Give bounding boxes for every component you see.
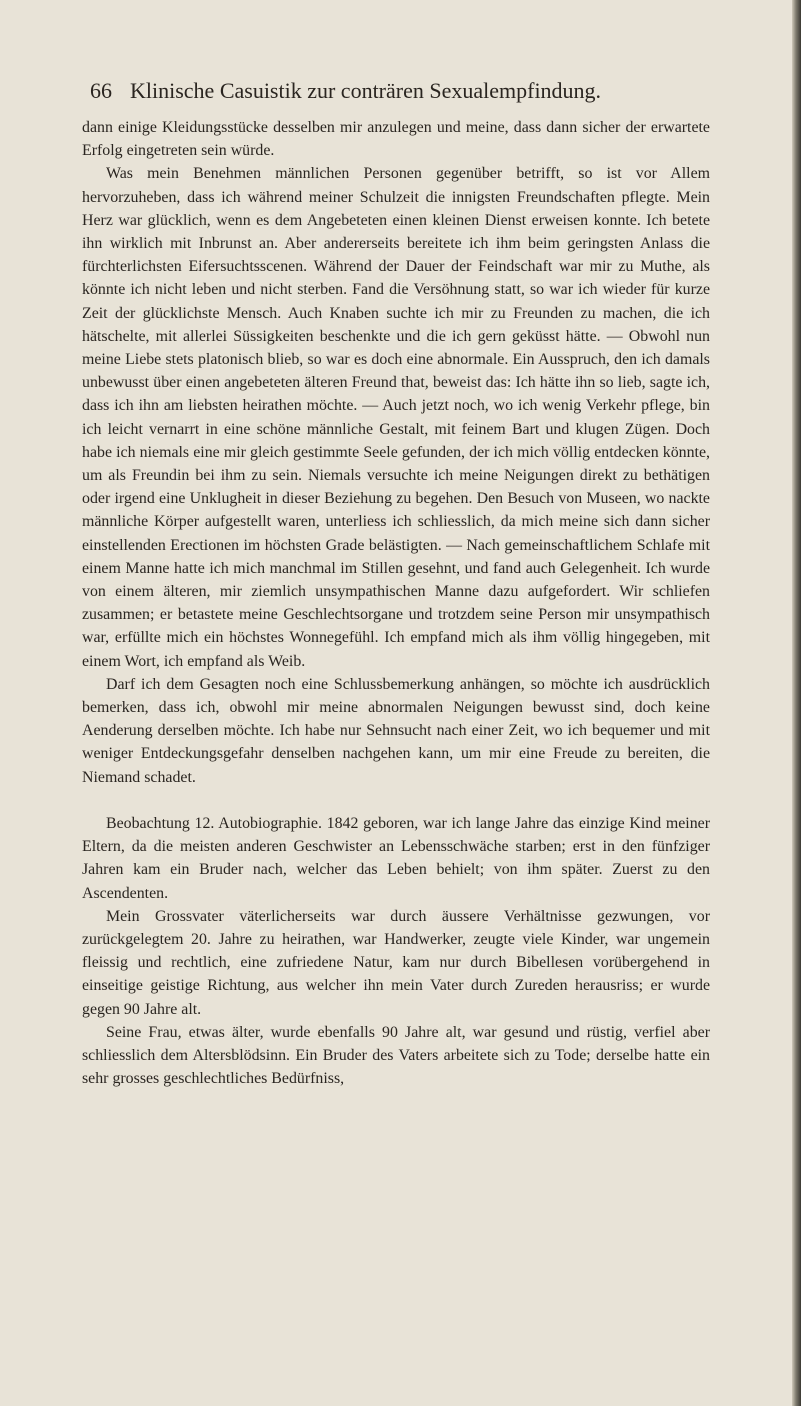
running-title: Klinische Casuistik zur conträren Sexualempfindung. — [130, 78, 602, 103]
paragraph-continuation: dann einige Kleidungsstücke desselben mir anzulegen und meine, dass dann sicher der erwartete Erfolg eingetreten sein würde. — [82, 119, 710, 160]
paragraph-grandfather: Mein Grossvater väterlicherseits war durch äussere Verhältnisse gezwungen, vor zurückgelegtem 20. Jahre zu heirathen, war Handwerker, zeugte viele Kinder, war ungemein fleissig und rechtlich, eine zufriedene Natur, kam nur durch Bibellesen vorübergehend in einseitige geistige Richtung, aus welcher ihn mein Vater durch Zureden herausriss; er wurde gegen 90 Jahre alt. — [82, 907, 710, 1018]
paragraph-observation-12: Beobachtung 12. Autobiographie. 1842 geboren, war ich lange Jahre das einzige Kind meiner Eltern, da die meisten anderen Geschwister an Lebensschwäche starben; erst in den fünfziger Jahren kam ein Bruder nach, welcher das Leben behielt; von ihm später. Zuerst zu den Ascendenten. — [82, 814, 710, 902]
page-number: 66 — [90, 78, 112, 103]
body-text — [82, 116, 710, 1090]
page-header — [90, 76, 710, 110]
paragraph-closing-remark: Darf ich dem Gesagten noch eine Schlussbemerkung anhängen, so möchte ich ausdrücklich bemerken, dass ich, obwohl mir meine abnormalen Neigungen bewusst sind, doch keine Aenderung derselben möchte. Ich habe nur Sehnsucht nach einer Zeit, wo ich bequemer und mit weniger Entdeckungsgefahr denselben nachgehen kann, um mir eine Freude zu bereiten, die Niemand schadet. — [82, 675, 710, 786]
paragraph-grandmother: Seine Frau, etwas älter, wurde ebenfalls 90 Jahre alt, war gesund und rüstig, verfiel aber schliesslich dem Altersblödsinn. Ein Bruder des Vaters arbeitete sich zu Tode; derselbe hatte ein sehr grosses geschlechtliches Bedürfniss, — [82, 1023, 710, 1088]
paragraph-male-persons: Was mein Benehmen männlichen Personen gegenüber betrifft, so ist vor Allem hervorzuheben, dass ich während meiner Schulzeit die innigsten Freundschaften pflegte. Mein Herz war glücklich, wenn es dem Angebeteten einen kleinen Dienst erweisen konnte. Ich betete ihn wirklich mit Inbrunst an. Aber andererseits bereitete ich ihm beim geringsten Anlass die fürchterlichsten Eifersuchtsscenen. Während der Dauer der Feindschaft war mir zu Muthe, als könnte ich nicht leben und nicht sterben. Fand die Versöhnung statt, so war ich wieder für kurze Zeit der glücklichste Mensch. Auch Knaben suchte ich mir zu Freunden zu machen, die ich hätschelte, mit allerlei Süssigkeiten beschenkte und die ich gern geküsst hätte. — Obwohl nun meine Liebe stets platonisch blieb, so war es doch eine abnormale. Ein Ausspruch, den ich damals unbewusst über einen angebeteten älteren Freund that, beweist das: Ich hätte ihn so lieb, sagte ich, dass ich ihn am liebsten heirathen möchte. — Auch jetzt noch, wo ich wenig Verkehr pflege, bin ich leicht vernarrt in eine schöne männliche Gestalt, mit feinem Bart und klugen Zügen. Doch habe ich niemals eine mir gleich gestimmte Seele gefunden, der ich mich völlig entdecken könnte, um als Freundin bei ihm zu sein. Niemals versuchte ich meine Neigungen direkt zu bethätigen oder irgend eine Unklugheit in dieser Beziehung zu begehen. Den Besuch von Museen, wo nackte männliche Körper aufgestellt waren, unterliess ich schliesslich, da mich meine sich dann sicher einstellenden Erectionen im höchsten Grade belästigten. — Nach gemeinschaftlichem Schlafe mit einem Manne hatte ich mich manchmal im Stillen gesehnt, und fand auch Gelegenheit. Ich wurde von einem älteren, mir ziemlich unsympathischen Manne dazu aufgefordert. Wir schliefen zusammen; er betastete meine Geschlechtsorgane und trotzdem seine Person mir unsympathisch war, erfüllte mich ein höchstes Wonnegefühl. Ich empfand mich als ihm völlig hingegeben, mit einem Wort, ich empfand als Weib. — [82, 165, 710, 670]
page-edge-shadow — [792, 0, 801, 1406]
